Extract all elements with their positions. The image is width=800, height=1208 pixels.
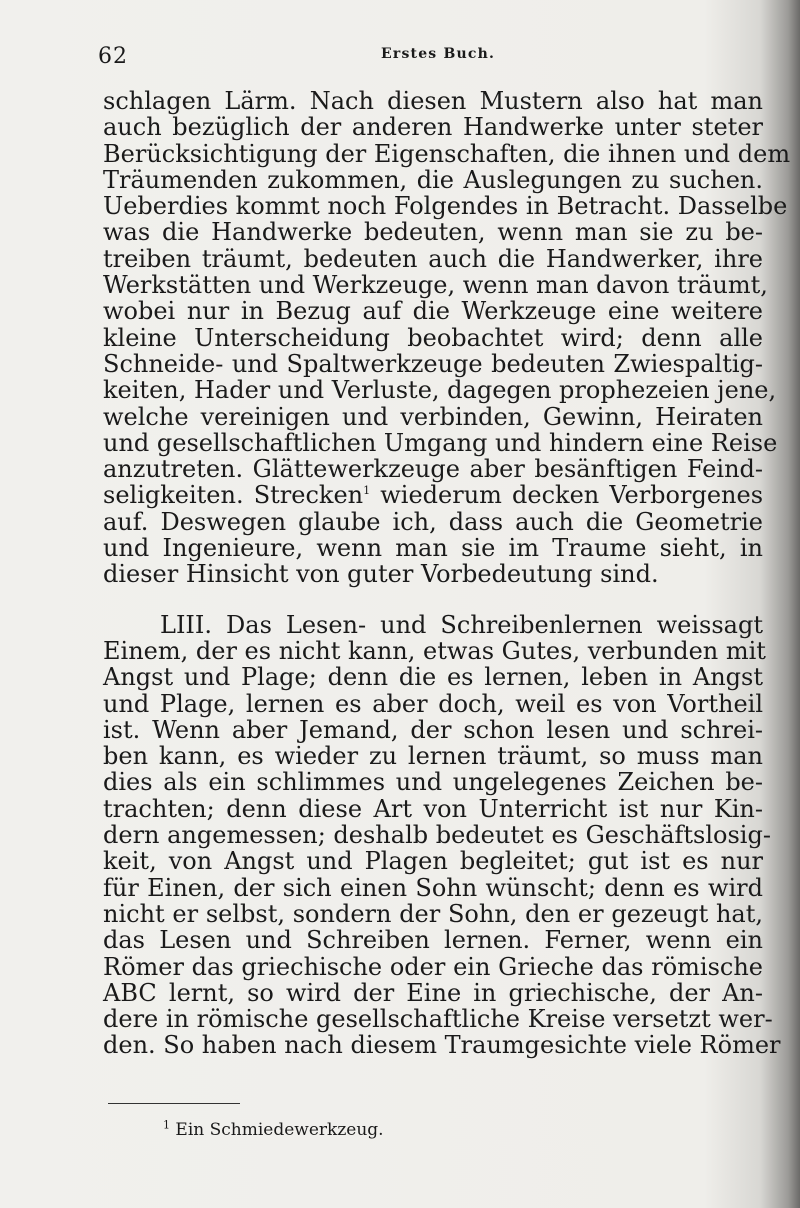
running-head: Erstes Buch.	[381, 46, 496, 62]
text-line: Römer das griechische oder ein Grieche das römische	[103, 952, 763, 981]
text-line: und gesellschaftlichen Umgang und hindern eine Reise	[103, 428, 778, 457]
text-line: ben kann, es wieder zu lernen träumt, so muss man	[103, 742, 763, 771]
text-line: welche vereinigen und verbinden, Gewinn, Heiraten	[103, 402, 763, 431]
text-line: dies als ein schlimmes und ungelegenes Zeichen be-	[103, 768, 763, 797]
text-line: keit, von Angst und Plagen begleitet; gut ist es nur	[103, 847, 763, 876]
footnote-marker: 1	[163, 1118, 170, 1132]
text-line: ist. Wenn aber Jemand, der schon lesen und schrei-	[103, 715, 763, 744]
text-line: den. So haben nach diesem Traumgesichte viele Römer	[103, 1031, 781, 1060]
text-line: ABC lernt, so wird der Eine in griechische, der An-	[103, 978, 763, 1007]
text-line: für Einen, der sich einen Sohn wünscht; denn es wird	[103, 873, 763, 902]
text-line: dere in römische gesellschaftliche Kreise versetzt wer-	[103, 1005, 773, 1034]
text-segment: wiederum decken Verborgenes	[370, 481, 764, 510]
text-line: und Ingenieure, wenn man sie im Traume sieht, in	[103, 534, 763, 563]
text-line: nicht er selbst, sondern der Sohn, den er gezeugt hat,	[103, 899, 763, 928]
text-line: kleine Unterscheidung beobachtet wird; denn alle	[103, 323, 763, 352]
text-line: LIII. Das Lesen- und Schreibenlernen weissagt	[160, 610, 763, 639]
text-line: was die Handwerke bedeuten, wenn man sie zu be-	[103, 218, 763, 247]
text-line: auch bezüglich der anderen Handwerke unter steter	[103, 113, 763, 142]
page-number: 62	[98, 44, 128, 69]
paragraph-spacer	[103, 588, 763, 612]
text-line: Träumenden zukommen, die Auslegungen zu suchen.	[103, 165, 763, 194]
paragraph-1	[103, 87, 791, 589]
text-line: dern angemessen; deshalb bedeutet es Geschäftslosig-	[103, 821, 771, 850]
text-line: anzutreten. Glättewerkzeuge aber besänftigen Feind-	[103, 455, 763, 484]
footnote-text: Ein Schmiedewerkzeug.	[170, 1120, 384, 1140]
text-line: wobei nur in Bezug auf die Werkzeuge eine weitere	[103, 297, 763, 326]
text-line: schlagen Lärm. Nach diesen Mustern also hat man	[103, 87, 763, 115]
body-text	[103, 87, 791, 1060]
footnote-divider	[108, 1103, 240, 1104]
text-line: keiten, Hader und Verluste, dagegen prophezeien jene,	[103, 376, 777, 405]
text-line: dieser Hinsicht von guter Vorbedeutung sind.	[103, 560, 659, 589]
text-line: Angst und Plage; denn die es lernen, leben in Angst	[103, 663, 763, 692]
footnote-reference[interactable]: 1	[363, 484, 371, 498]
page-header	[98, 38, 758, 78]
text-line: das Lesen und Schreiben lernen. Ferner, wenn ein	[103, 926, 763, 955]
text-line: und Plage, lernen es aber doch, weil es von Vortheil	[103, 689, 763, 718]
text-line: trachten; denn diese Art von Unterricht ist nur Kin-	[103, 794, 763, 823]
text-line: auf. Deswegen glaube ich, dass auch die Geometrie	[103, 507, 763, 536]
footnote	[163, 1120, 384, 1140]
paragraph-2	[103, 610, 781, 1060]
text-line: Einem, der es nicht kann, etwas Gutes, verbunden mit	[103, 636, 766, 665]
text-line: Ueberdies kommt noch Folgendes in Betracht. Dasselbe	[103, 192, 788, 221]
text-line: Werkstätten und Werkzeuge, wenn man davon träumt,	[103, 271, 768, 300]
text-line: treiben träumt, bedeuten auch die Handwerker, ihre	[103, 244, 763, 273]
text-line: Berücksichtigung der Eigenschaften, die ihnen und dem	[103, 139, 791, 168]
text-segment: seligkeiten. Strecken	[103, 481, 364, 510]
text-line-with-footnote	[103, 482, 763, 508]
text-line: Schneide- und Spaltwerkzeuge bedeuten Zwiespaltig-	[103, 349, 763, 378]
